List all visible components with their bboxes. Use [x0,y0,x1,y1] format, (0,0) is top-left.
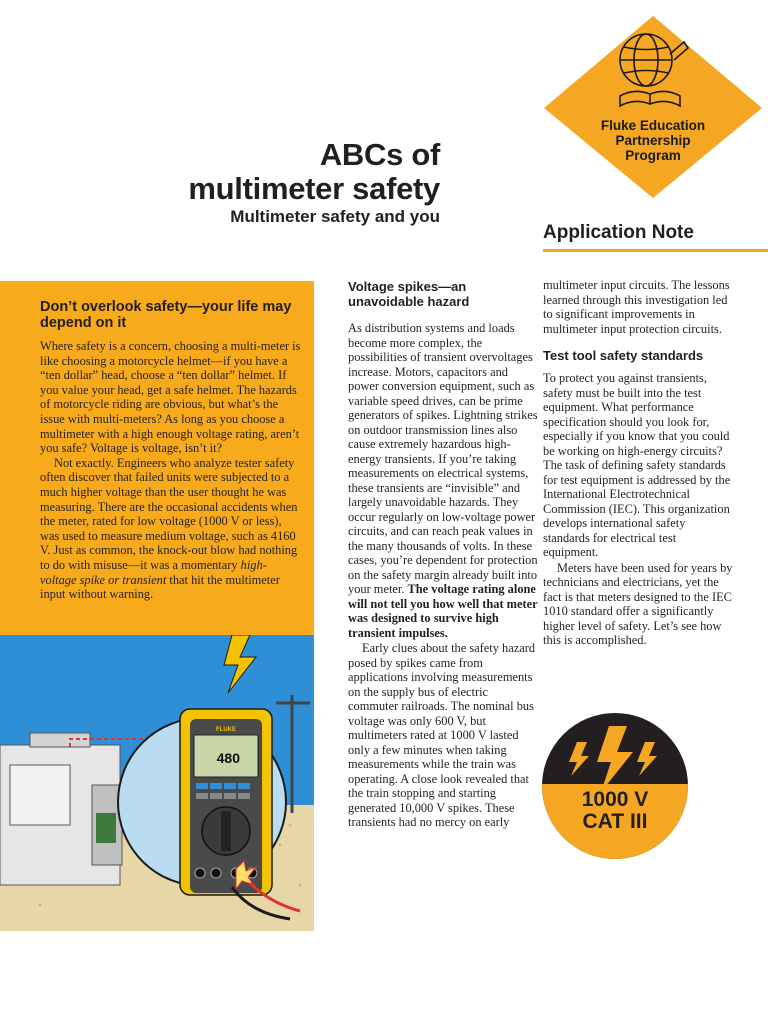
meter-display-text: 480 [216,750,240,766]
cat-voltage: 1000 V [581,788,649,811]
sidebar-heading: Don’t overlook safety—your life may depend on it [40,299,292,331]
sidebar-body [40,339,302,602]
lightning-badge-icon [541,712,689,860]
sidebar-p2-emphasis: high-voltage spike or transient [40,557,267,587]
document-title [100,138,440,227]
meter-brand-text: FLUKE [216,727,236,733]
safety-standards-heading: Test tool safety standards [543,348,704,363]
badge-line-1: Fluke Education [600,118,706,133]
badge-line-2: Partnership [615,133,691,148]
cat-category: CAT III [582,810,648,833]
multimeter-illustration [0,635,314,931]
fluke-education-badge [542,14,764,200]
safety-standards-paragraph-2: Meters have been used for years by technicians and electricians, yet the fact is that meters designed to the IEC 1010 standard offer a significantly higher level of safety. Let’s see how this is accomplished. [543,560,733,647]
continued-paragraph: multimeter input circuits. The lessons learned through this investigation led to significant improvements in multimeter input protection circuits. [543,278,730,336]
safety-sidebar [0,281,314,931]
voltage-spikes-paragraph-2: Early clues about the safety hazard posed by spikes came from applications involving measurements on the supply bus of electric commuter railroads. The nominal bus voltage was only 600 V, but multimeters rated at 1000 V lasted only a few minutes when taking measurements while the train was operating. A close look revealed that the train stopping and starting generated 10,000 V spikes. These transients had no mercy on early [348,641,536,829]
safety-standards-paragraph-1: To protect you against transients, safety must be built into the test equipment. What performance specification should you look for, especially if you know that you could be working on high-energy circuits? The task of defining safety standards for test equipment is addressed by the International Electrotechnical Commission (IEC). This organization develops international safety standards for electrical test equipment. [543,371,731,559]
document-subtitle: Multimeter safety and you [230,207,440,226]
badge-text [542,118,764,163]
voltage-spikes-paragraph-1 [348,321,538,640]
sidebar-p2-start: Not exactly. Engineers who analyze tester safety often discover that failed units were subjected to a much higher voltage than the user thought he was measuring. There are the occasional accidents when the meter, rated for low voltage (1000 V or less), was used to measure medium voltage, such as 4160 V. Just as common, the knock-out blow had nothing to do with misuse—it was a momentary [40,455,298,572]
application-note-label: Application Note [543,222,694,243]
badge-line-3: Program [625,148,681,163]
header-rule [543,249,768,252]
voltage-spikes-heading: Voltage spikes—an unavoidable hazard [348,279,470,309]
sidebar-p2-end: that hit the multimeter input without warning. [40,572,280,602]
column-voltage-spikes [348,279,538,830]
sidebar-paragraph-1: Where safety is a concern, choosing a multi-meter is like choosing a motorcycle helmet—if you have a “ten dollar” head, choose a “ten dollar” helmet. If you value your head, get a safe helmet. The hazards of motorcycle riding are obvious, but what’s the issue with multi-meters? As long as you choose a multimeter with a high enough voltage rating, aren’t you safe? Voltage is voltage, isn’t it? [40,339,301,456]
diamond-logo-icon [542,14,764,200]
column-safety-standards [543,278,733,648]
voltage-spikes-p1-bold: The voltage rating alone will not tell you how well that meter was designed to survive high transient impulses. [348,582,538,640]
multimeter-icon [180,709,272,895]
cat-rating-badge [541,712,689,860]
sidebar-paragraph-2 [40,456,302,602]
title-line-2: multimeter safety [188,171,440,206]
title-line-1: ABCs of [319,137,440,172]
voltage-spikes-p1-text: As distribution systems and loads become more complex, the possibilities of transient overvoltages increase. Motors, capacitors and power conversion equipment, such as variable speed drives, can be prime generators of spikes. Lightning strikes on outdoor transmission lines also cause extremely hazardous high-energy transients. If you’re taking measurements on electrical systems, these transients are “invisible” and largely unavoidable hazards. They occur regularly on low-voltage power circuits, and can reach peak values in the many thousands of volts. In these cases, you’re dependent for protection on the safety margin already built into your meter. [348,321,538,596]
